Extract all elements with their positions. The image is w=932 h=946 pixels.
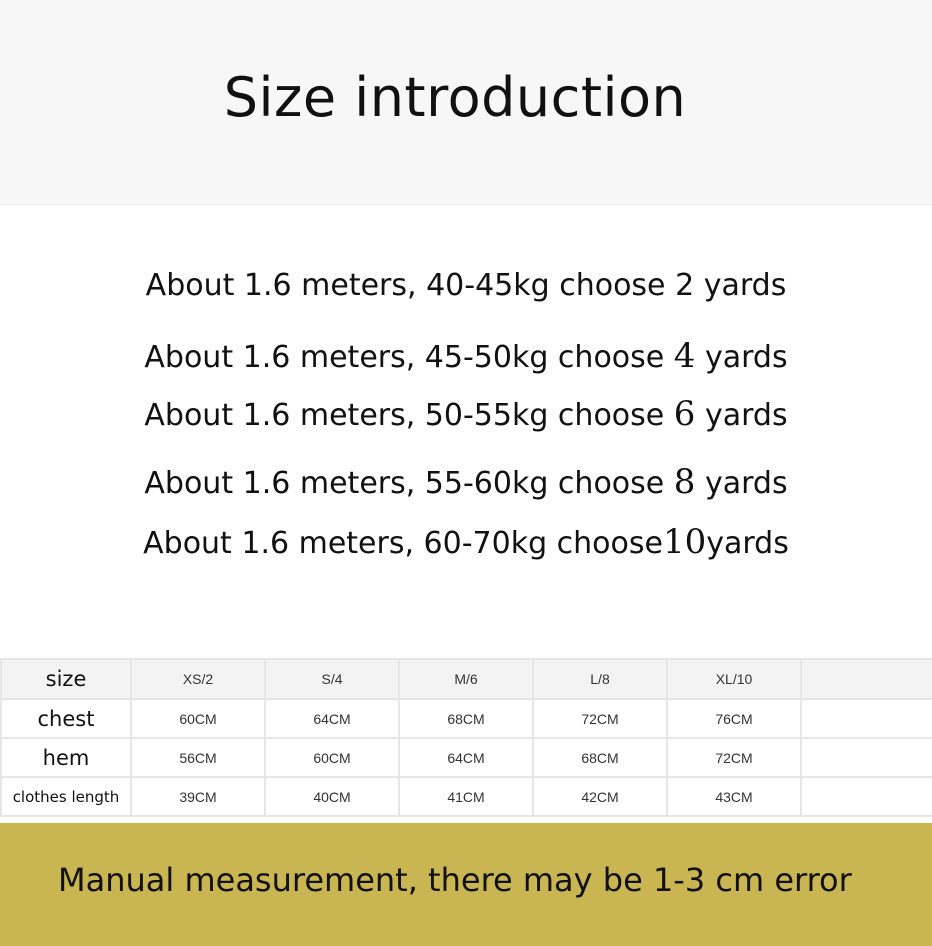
recommendation-line xyxy=(0,336,932,376)
table-row xyxy=(1,738,932,777)
table-row xyxy=(1,777,932,816)
title-banner xyxy=(0,0,932,205)
row-label: clothes length xyxy=(1,777,131,816)
table-cell: 64CM xyxy=(399,738,533,777)
table-cell: 76CM xyxy=(667,699,801,738)
table-cell: 72CM xyxy=(533,699,667,738)
table-cell: 60CM xyxy=(265,738,399,777)
recommendation-size: 10 xyxy=(662,522,707,562)
table-cell: 72CM xyxy=(667,738,801,777)
table-header-cell: M/6 xyxy=(399,659,533,699)
table-cell: 39CM xyxy=(131,777,265,816)
size-chart-table xyxy=(0,658,932,817)
footer-banner xyxy=(0,823,932,946)
recommendation-line xyxy=(0,522,932,562)
table-row xyxy=(1,699,932,738)
recommendation-size: 8 xyxy=(673,462,696,502)
recommendation-size: 4 xyxy=(673,336,696,376)
measurement-note: Manual measurement, there may be 1-3 cm error xyxy=(58,861,852,899)
recommendation-text: About 1.6 meters, 60-70kg choose xyxy=(143,526,663,561)
table-empty-cell xyxy=(801,699,932,738)
recommendation-unit: yards xyxy=(703,268,787,303)
recommendation-size: 2 xyxy=(675,268,695,303)
table-cell: 42CM xyxy=(533,777,667,816)
table-cell: 43CM xyxy=(667,777,801,816)
recommendation-text: About 1.6 meters, 45-50kg choose xyxy=(144,340,665,375)
row-label: hem xyxy=(1,738,131,777)
table-header-cell: L/8 xyxy=(533,659,667,699)
table-header-cell: XL/10 xyxy=(667,659,801,699)
table-cell: 64CM xyxy=(265,699,399,738)
recommendation-line xyxy=(0,394,932,434)
table-cell: 60CM xyxy=(131,699,265,738)
table-empty-cell xyxy=(801,777,932,816)
recommendation-text: About 1.6 meters, 50-55kg choose xyxy=(144,398,665,433)
recommendation-text: About 1.6 meters, 40-45kg choose xyxy=(145,268,666,303)
table-header-cell: XS/2 xyxy=(131,659,265,699)
recommendation-unit: yards xyxy=(704,340,788,375)
table-cell: 41CM xyxy=(399,777,533,816)
page-title: Size introduction xyxy=(223,66,687,129)
table-empty-cell xyxy=(801,659,932,699)
recommendation-text: About 1.6 meters, 55-60kg choose xyxy=(144,466,665,501)
recommendation-line xyxy=(0,462,932,502)
recommendation-unit: yards xyxy=(706,526,789,561)
recommendation-size: 6 xyxy=(673,394,696,434)
recommendation-unit: yards xyxy=(704,466,788,501)
recommendation-unit: yards xyxy=(704,398,788,433)
table-cell: 68CM xyxy=(533,738,667,777)
row-label: chest xyxy=(1,699,131,738)
recommendation-line xyxy=(0,268,932,303)
table-cell: 40CM xyxy=(265,777,399,816)
table-cell: 68CM xyxy=(399,699,533,738)
table-cell: 56CM xyxy=(131,738,265,777)
table-header-cell: size xyxy=(1,659,131,699)
table-empty-cell xyxy=(801,738,932,777)
table-header-cell: S/4 xyxy=(265,659,399,699)
table-header-row xyxy=(1,659,932,699)
